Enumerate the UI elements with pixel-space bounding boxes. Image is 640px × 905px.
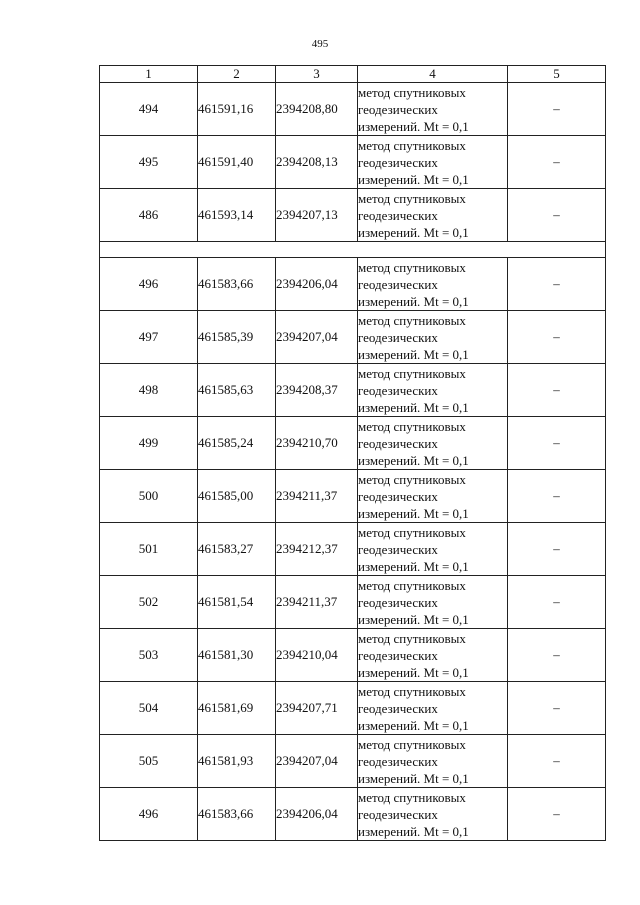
- table-row: [100, 258, 606, 311]
- x-coordinate-cell: 461583,66: [198, 788, 276, 841]
- method-line: метод спутниковых: [358, 365, 466, 381]
- point-number-cell: 498: [100, 364, 198, 417]
- point-number-cell: 497: [100, 311, 198, 364]
- x-coordinate-cell: 461585,39: [198, 311, 276, 364]
- method-line: измерений. Mt = 0,1: [358, 171, 469, 187]
- point-number-cell: 494: [100, 83, 198, 136]
- table-body: [100, 83, 606, 841]
- method-line: метод спутниковых: [358, 789, 466, 805]
- column-header-1: 1: [100, 66, 198, 83]
- note-cell: –: [508, 735, 606, 788]
- method-line: геодезических: [358, 806, 438, 822]
- method-cell: [358, 682, 508, 735]
- group-separator-row: [100, 242, 606, 258]
- x-coordinate-cell: 461591,40: [198, 136, 276, 189]
- method-line: геодезических: [358, 207, 438, 223]
- point-number-cell: 495: [100, 136, 198, 189]
- table-header-row: [100, 66, 606, 83]
- table-row: [100, 189, 606, 242]
- point-number-cell: 500: [100, 470, 198, 523]
- method-line: геодезических: [358, 435, 438, 451]
- note-cell: –: [508, 470, 606, 523]
- point-number-cell: 504: [100, 682, 198, 735]
- method-line: геодезических: [358, 700, 438, 716]
- y-coordinate-cell: 2394212,37: [276, 523, 358, 576]
- table-row: [100, 136, 606, 189]
- table-row: [100, 83, 606, 136]
- coordinates-table: [99, 65, 606, 841]
- column-header-5: 5: [508, 66, 606, 83]
- column-header-3: 3: [276, 66, 358, 83]
- y-coordinate-cell: 2394207,04: [276, 311, 358, 364]
- method-line: метод спутниковых: [358, 190, 466, 206]
- y-coordinate-cell: 2394208,80: [276, 83, 358, 136]
- method-line: измерений. Mt = 0,1: [358, 664, 469, 680]
- method-cell: [358, 417, 508, 470]
- point-number-cell: 502: [100, 576, 198, 629]
- table-row: [100, 364, 606, 417]
- note-cell: –: [508, 136, 606, 189]
- table-row: [100, 788, 606, 841]
- x-coordinate-cell: 461581,30: [198, 629, 276, 682]
- method-line: измерений. Mt = 0,1: [358, 611, 469, 627]
- x-coordinate-cell: 461585,00: [198, 470, 276, 523]
- x-coordinate-cell: 461581,69: [198, 682, 276, 735]
- method-line: метод спутниковых: [358, 630, 466, 646]
- note-cell: –: [508, 788, 606, 841]
- method-line: измерений. Mt = 0,1: [358, 770, 469, 786]
- method-line: геодезических: [358, 154, 438, 170]
- method-line: геодезических: [358, 753, 438, 769]
- method-line: измерений. Mt = 0,1: [358, 558, 469, 574]
- method-line: метод спутниковых: [358, 259, 466, 275]
- point-number-cell: 503: [100, 629, 198, 682]
- y-coordinate-cell: 2394211,37: [276, 576, 358, 629]
- page-number: 495: [311, 38, 329, 50]
- method-cell: [358, 311, 508, 364]
- method-line: метод спутниковых: [358, 312, 466, 328]
- table-row: [100, 629, 606, 682]
- method-line: геодезических: [358, 541, 438, 557]
- method-line: метод спутниковых: [358, 137, 466, 153]
- method-line: измерений. Mt = 0,1: [358, 293, 469, 309]
- note-cell: –: [508, 83, 606, 136]
- y-coordinate-cell: 2394207,13: [276, 189, 358, 242]
- y-coordinate-cell: 2394206,04: [276, 258, 358, 311]
- method-line: геодезических: [358, 594, 438, 610]
- point-number-cell: 499: [100, 417, 198, 470]
- note-cell: –: [508, 576, 606, 629]
- table-row: [100, 682, 606, 735]
- method-cell: [358, 523, 508, 576]
- method-line: измерений. Mt = 0,1: [358, 399, 469, 415]
- method-line: измерений. Mt = 0,1: [358, 224, 469, 240]
- note-cell: –: [508, 189, 606, 242]
- method-line: геодезических: [358, 382, 438, 398]
- method-cell: [358, 735, 508, 788]
- method-line: метод спутниковых: [358, 84, 466, 100]
- method-line: метод спутниковых: [358, 418, 466, 434]
- table-row: [100, 523, 606, 576]
- method-line: измерений. Mt = 0,1: [358, 118, 469, 134]
- method-line: геодезических: [358, 488, 438, 504]
- x-coordinate-cell: 461583,66: [198, 258, 276, 311]
- column-header-2: 2: [198, 66, 276, 83]
- method-cell: [358, 83, 508, 136]
- method-line: геодезических: [358, 276, 438, 292]
- method-line: измерений. Mt = 0,1: [358, 346, 469, 362]
- note-cell: –: [508, 258, 606, 311]
- column-header-4: 4: [358, 66, 508, 83]
- y-coordinate-cell: 2394207,71: [276, 682, 358, 735]
- y-coordinate-cell: 2394207,04: [276, 735, 358, 788]
- x-coordinate-cell: 461581,93: [198, 735, 276, 788]
- method-cell: [358, 576, 508, 629]
- method-line: геодезических: [358, 101, 438, 117]
- x-coordinate-cell: 461585,24: [198, 417, 276, 470]
- y-coordinate-cell: 2394211,37: [276, 470, 358, 523]
- note-cell: –: [508, 523, 606, 576]
- x-coordinate-cell: 461581,54: [198, 576, 276, 629]
- point-number-cell: 496: [100, 788, 198, 841]
- point-number-cell: 486: [100, 189, 198, 242]
- point-number-cell: 496: [100, 258, 198, 311]
- method-line: метод спутниковых: [358, 577, 466, 593]
- note-cell: –: [508, 364, 606, 417]
- method-cell: [358, 189, 508, 242]
- method-line: геодезических: [358, 329, 438, 345]
- point-number-cell: 505: [100, 735, 198, 788]
- method-cell: [358, 470, 508, 523]
- method-line: метод спутниковых: [358, 683, 466, 699]
- table-row: [100, 576, 606, 629]
- method-line: измерений. Mt = 0,1: [358, 717, 469, 733]
- y-coordinate-cell: 2394208,13: [276, 136, 358, 189]
- x-coordinate-cell: 461593,14: [198, 189, 276, 242]
- note-cell: –: [508, 417, 606, 470]
- method-line: измерений. Mt = 0,1: [358, 505, 469, 521]
- method-cell: [358, 258, 508, 311]
- x-coordinate-cell: 461585,63: [198, 364, 276, 417]
- y-coordinate-cell: 2394210,04: [276, 629, 358, 682]
- table-row: [100, 470, 606, 523]
- table-row: [100, 417, 606, 470]
- y-coordinate-cell: 2394210,70: [276, 417, 358, 470]
- group-separator-cell: [100, 242, 606, 258]
- method-cell: [358, 364, 508, 417]
- method-line: измерений. Mt = 0,1: [358, 823, 469, 839]
- method-cell: [358, 788, 508, 841]
- note-cell: –: [508, 311, 606, 364]
- method-line: метод спутниковых: [358, 471, 466, 487]
- note-cell: –: [508, 629, 606, 682]
- method-line: геодезических: [358, 647, 438, 663]
- y-coordinate-cell: 2394206,04: [276, 788, 358, 841]
- point-number-cell: 501: [100, 523, 198, 576]
- table-row: [100, 735, 606, 788]
- table-row: [100, 311, 606, 364]
- method-cell: [358, 136, 508, 189]
- y-coordinate-cell: 2394208,37: [276, 364, 358, 417]
- note-cell: –: [508, 682, 606, 735]
- x-coordinate-cell: 461583,27: [198, 523, 276, 576]
- method-cell: [358, 629, 508, 682]
- method-line: метод спутниковых: [358, 524, 466, 540]
- method-line: измерений. Mt = 0,1: [358, 452, 469, 468]
- method-line: метод спутниковых: [358, 736, 466, 752]
- x-coordinate-cell: 461591,16: [198, 83, 276, 136]
